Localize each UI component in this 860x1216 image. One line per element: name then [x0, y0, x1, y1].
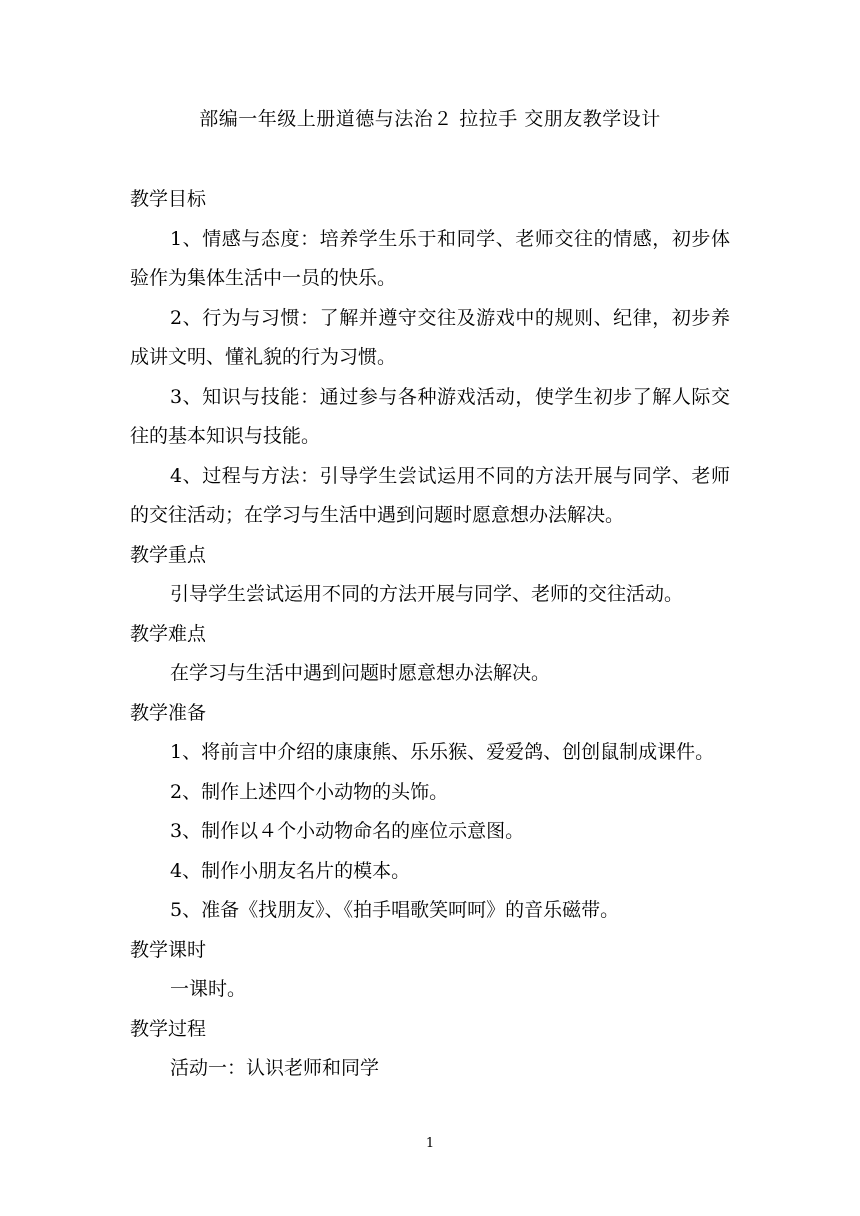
objective-item: 3、知识与技能：通过参与各种游戏活动，使学生初步了解人际交往的基本知识与技能。	[130, 385, 730, 447]
preparation-item: 3、制作以４个小动物命名的座位示意图。	[170, 820, 525, 842]
preparation-item: 2、制作上述四个小动物的头饰。	[170, 780, 449, 803]
section-heading-preparation: 教学准备	[130, 701, 207, 724]
objective-item: 1、情感与态度：培养学生乐于和同学、老师交往的情感，初步体验作为集体生活中一员的快乐。	[130, 227, 730, 289]
page-number: 1	[425, 1136, 435, 1151]
objective-item: 4、过程与方法：引导学生尝试运用不同的方法开展与同学、老师的交往活动；在学习与生活中遇到问题时愿意想办法解决。	[130, 464, 730, 526]
section-heading-periods: 教学课时	[130, 938, 207, 961]
difficulties-text: 在学习与生活中遇到问题时愿意想办法解决。	[170, 662, 551, 684]
section-heading-objectives: 教学目标	[130, 188, 207, 210]
objective-item: 2、行为与习惯：了解并遵守交往及游戏中的规则、纪律，初步养成讲文明、懂礼貌的行为习惯。	[130, 306, 730, 368]
preparation-item: 4、制作小朋友名片的模本。	[170, 859, 411, 882]
preparation-item: 5、准备《找朋友》、《拍手唱歌笑呵呵》的音乐磁带。	[170, 899, 620, 921]
section-heading-key-points: 教学重点	[130, 543, 207, 566]
document-body	[130, 180, 730, 1089]
section-heading-process: 教学过程	[130, 1017, 207, 1040]
periods-text: 一课时。	[170, 978, 247, 1000]
key-points-text: 引导学生尝试运用不同的方法开展与同学、老师的交往活动。	[170, 583, 684, 605]
process-activity-one: 活动一：认识老师和同学	[170, 1057, 380, 1079]
preparation-item: 1、将前言中介绍的康康熊、乐乐猴、爱爱鸽、创创鼠制成课件。	[170, 741, 715, 763]
document-title: 部编一年级上册道德与法治２ 拉拉手 交朋友教学设计	[199, 108, 661, 130]
section-heading-difficulties: 教学难点	[130, 622, 207, 645]
